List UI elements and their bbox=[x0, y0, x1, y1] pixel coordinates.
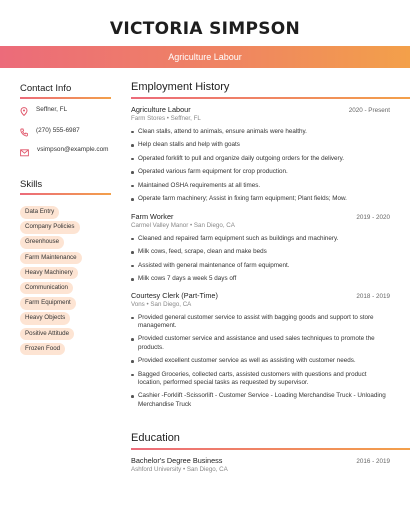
skill-tag: Heavy Machinery bbox=[20, 267, 78, 280]
bullet-item: Cashier -Forklift -Scissorlift - Customer Service - Loading Merchandise Truck - Unloading Merchandise Truck bbox=[131, 392, 390, 409]
skills-list bbox=[20, 206, 115, 358]
education-entry bbox=[131, 456, 390, 473]
job-company: Carmel Valley Manor bbox=[131, 222, 189, 229]
degree-title: Bachelor's Degree Business bbox=[131, 456, 223, 465]
skill-tag: Communication bbox=[20, 282, 73, 295]
bullet-item: Milk cows, feed, scrape, clean and make beds bbox=[131, 248, 390, 256]
employment-divider bbox=[131, 97, 410, 99]
skill-tag: Frozen Food bbox=[20, 343, 65, 356]
job-location: San Diego, CA bbox=[150, 301, 192, 308]
candidate-name: VICTORIA SIMPSON bbox=[109, 19, 301, 39]
job-title: Agriculture Labour bbox=[131, 105, 191, 114]
email-text[interactable]: vsimpson@example.com bbox=[37, 146, 109, 153]
bullet-item: Bagged Groceries, collected carts, assisted customers with questions and product location, performed special tasks as requested by supervisor. bbox=[131, 371, 390, 388]
job-company-line: Vons • San Diego, CA bbox=[131, 301, 192, 308]
employment-heading: Employment History bbox=[131, 81, 230, 93]
location-pin-icon bbox=[20, 107, 28, 116]
skill-tag: Farm Equipment bbox=[20, 297, 76, 310]
bullet-item: Provided general customer service to assist with bagging goods and support to store management. bbox=[131, 314, 390, 331]
contact-divider bbox=[20, 97, 111, 99]
job-location: Seffner, FL bbox=[170, 115, 201, 122]
job-entry bbox=[131, 212, 390, 283]
bullet-item: Operate farm machinery; Assist in fixing farm equipment; Plant fields; Mow. bbox=[131, 195, 390, 203]
job-bullets bbox=[131, 128, 390, 204]
contact-location bbox=[20, 106, 112, 116]
job-company: Vons bbox=[131, 301, 145, 308]
bullet-item: Clean stalls, attend to animals, ensure animals were healthy. bbox=[131, 128, 390, 136]
job-location: San Diego, CA bbox=[193, 222, 235, 229]
bullet-item: Operated forklift to pull and organize daily outgoing orders for the delivery. bbox=[131, 155, 390, 163]
skill-tag: Company Policies bbox=[20, 221, 80, 234]
bullet-item: Operated various farm equipment for crop production. bbox=[131, 168, 390, 176]
job-title: Courtesy Clerk (Part-Time) bbox=[131, 291, 218, 300]
job-title-banner: Agriculture Labour bbox=[0, 46, 410, 68]
bullet-item: Provided excellent customer service as well as assisting with customer needs. bbox=[131, 357, 390, 365]
job-date: 2018 - 2019 bbox=[356, 293, 390, 300]
contact-heading: Contact Info bbox=[20, 83, 72, 94]
job-company-line: Carmel Valley Manor • San Diego, CA bbox=[131, 222, 235, 229]
job-date: 2019 - 2020 bbox=[356, 214, 390, 221]
envelope-icon bbox=[20, 149, 29, 157]
education-heading: Education bbox=[131, 432, 180, 444]
job-company-line: Farm Stores • Seffner, FL bbox=[131, 115, 201, 122]
skill-tag: Positive Attitude bbox=[20, 328, 74, 341]
education-divider bbox=[131, 448, 410, 450]
job-date: 2020 - Present bbox=[348, 107, 390, 114]
school-line: Ashford University • San Diego, CA bbox=[131, 466, 228, 473]
skill-tag: Greenhouse bbox=[20, 236, 64, 249]
contact-phone bbox=[20, 127, 112, 137]
location-text: Seffner, FL bbox=[36, 106, 68, 113]
contact-email bbox=[20, 146, 112, 157]
education-date: 2016 - 2019 bbox=[356, 458, 390, 465]
job-entry bbox=[131, 105, 390, 203]
job-entry bbox=[131, 291, 390, 409]
bullet-item: Assisted with general maintenance of farm equipment. bbox=[131, 262, 390, 270]
job-bullets bbox=[131, 314, 390, 410]
school-location: San Diego, CA bbox=[186, 466, 228, 473]
phone-text: (270) 555-6987 bbox=[36, 127, 80, 134]
skills-divider bbox=[20, 193, 111, 195]
bullet-item: Maintained OSHA requirements at all times. bbox=[131, 182, 390, 190]
phone-icon bbox=[20, 128, 28, 137]
skill-tag: Heavy Objects bbox=[20, 312, 70, 325]
job-company: Farm Stores bbox=[131, 115, 166, 122]
job-title: Farm Worker bbox=[131, 212, 174, 221]
skills-heading: Skills bbox=[20, 179, 43, 190]
skill-tag: Farm Maintenance bbox=[20, 252, 82, 265]
skill-tag: Data Entry bbox=[20, 206, 59, 219]
bullet-item: Provided customer service and assistance and used sales techniques to promote the products. bbox=[131, 335, 390, 352]
bullet-item: Cleaned and repaired farm equipment such as buildings and machinery. bbox=[131, 235, 390, 243]
bullet-item: Help clean stalls and help with goats bbox=[131, 141, 390, 149]
bullet-item: Milk cows 7 days a week 5 days off bbox=[131, 275, 390, 283]
school-name: Ashford University bbox=[131, 466, 182, 473]
job-bullets bbox=[131, 235, 390, 284]
